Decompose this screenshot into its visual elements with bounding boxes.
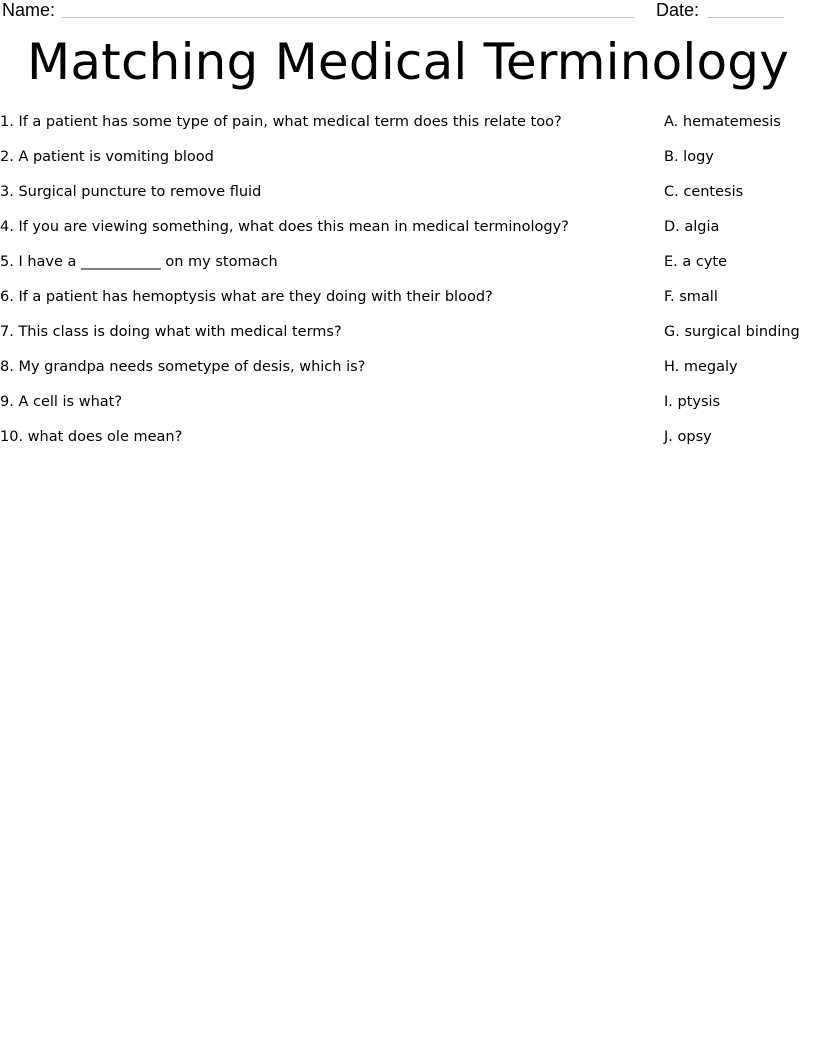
question-item: 6. If a patient has hemoptysis what are they doing with their blood? (0, 289, 493, 305)
header-row (0, 0, 816, 24)
answer-item: G. surgical binding (664, 324, 800, 340)
question-item: 5. I have a ___________ on my stomach (0, 254, 278, 270)
answer-item: H. megaly (664, 359, 738, 375)
answer-item: A. hematemesis (664, 114, 781, 130)
question-item: 7. This class is doing what with medical terms? (0, 324, 342, 340)
answer-item: C. centesis (664, 184, 744, 200)
question-item: 9. A cell is what? (0, 394, 123, 410)
answer-item: I. ptysis (664, 394, 721, 410)
page-title: Matching Medical Terminology (27, 33, 789, 91)
question-item: 10. what does ole mean? (0, 429, 183, 445)
date-label: Date: (656, 0, 700, 20)
question-item: 2. A patient is vomiting blood (0, 149, 214, 165)
question-item: 1. If a patient has some type of pain, what medical term does this relate too? (0, 114, 562, 130)
question-item: 3. Surgical puncture to remove fluid (0, 184, 262, 200)
question-item: 8. My grandpa needs sometype of desis, which is? (0, 359, 366, 375)
name-field-line[interactable] (62, 17, 634, 18)
question-list (0, 111, 640, 461)
answer-item: E. a cyte (664, 254, 728, 270)
date-field-line[interactable] (708, 17, 784, 18)
answer-list (664, 111, 816, 461)
answer-item: D. algia (664, 219, 720, 235)
answer-item: F. small (664, 289, 718, 305)
question-item: 4. If you are viewing something, what does this mean in medical terminology? (0, 219, 569, 235)
answer-item: B. logy (664, 149, 714, 165)
answer-item: J. opsy (664, 429, 712, 445)
name-label: Name: (2, 0, 56, 20)
